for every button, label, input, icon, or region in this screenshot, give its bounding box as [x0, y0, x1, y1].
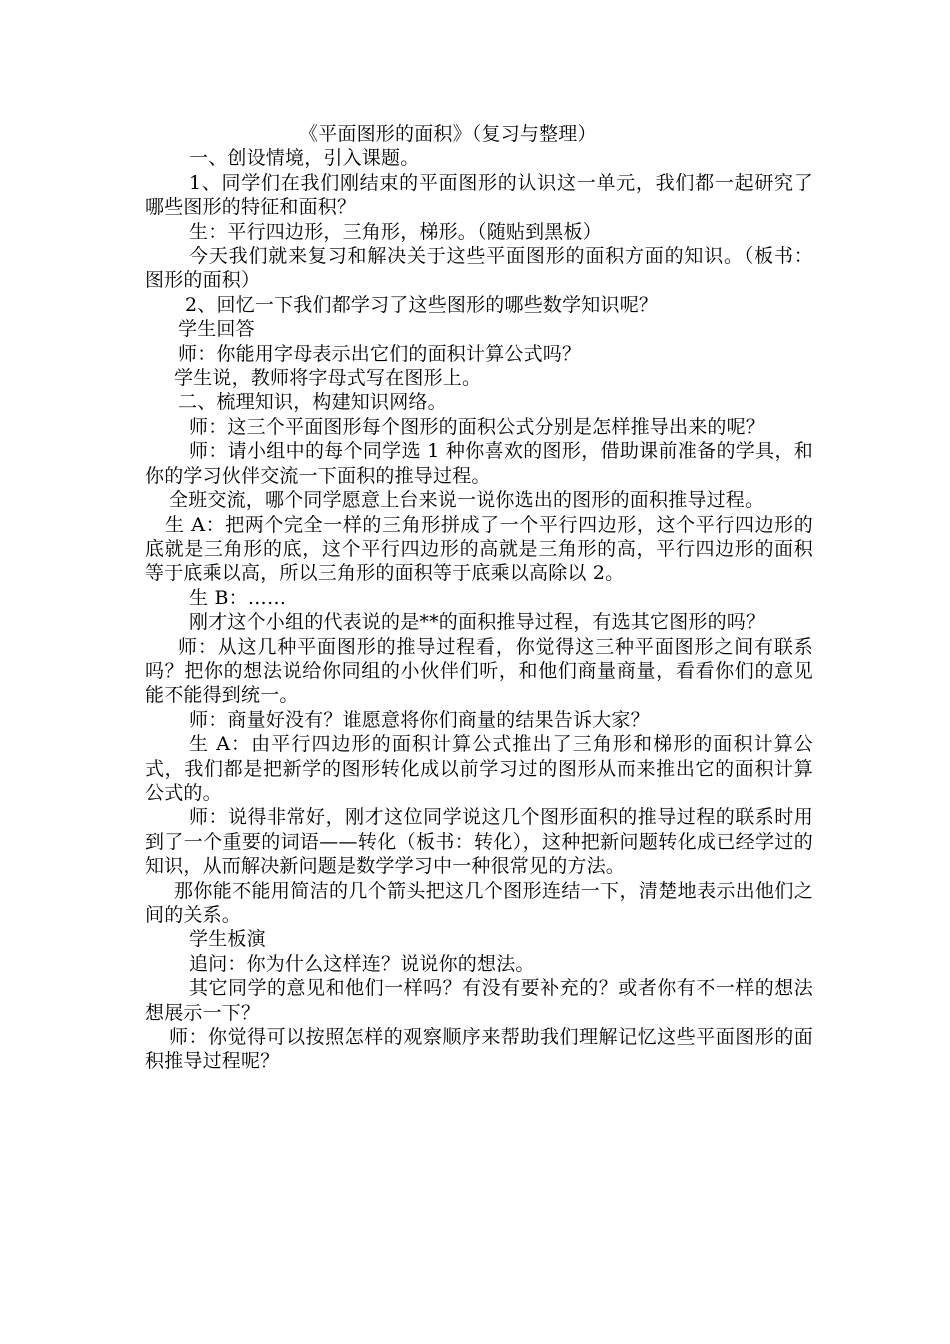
paragraph: 师：这三个平面图形每个图形的面积公式分别是怎样推导出来的呢？ [189, 415, 766, 438]
document-title: 《平面图形的面积》（复习与整理） [299, 123, 597, 145]
paragraph: 生 A：把两个完全一样的三角形拼成了一个平行四边形，这个平行四边形的底就是三角形的底，这个平行四边形的高就是三角形的高，平行四边形的面积等于底乘以高，所以三角形的面积等于底乘以高除以 2。 [145, 513, 813, 585]
paragraph: 那你能不能用简洁的几个箭头把这几个图形连结一下，清楚地表示出他们之间的关系。 [145, 879, 813, 926]
paragraph: 全班交流，哪个同学愿意上台来说一说你选出的图形的面积推导过程。 [169, 489, 765, 512]
paragraph: 学生回答 [178, 318, 255, 341]
section-heading-1: 一、创设情境，引入课题。 [189, 147, 420, 170]
paragraph: 生 B：…… [189, 586, 287, 609]
paragraph: 刚才这个小组的代表说的是**的面积推导过程，有选其它图形的吗？ [189, 611, 766, 634]
paragraph: 今天我们就来复习和解决关于这些平面图形的面积方面的知识。（板书：图形的面积） [145, 245, 813, 292]
paragraph: 生：平行四边形，三角形，梯形。（随贴到黑板） [189, 220, 602, 243]
section-heading-2: 二、梳理知识，构建知识网络。 [178, 391, 447, 414]
paragraph: 1、同学们在我们刚结束的平面图形的认识这一单元，我们都一起研究了哪些图形的特征和面积？ [145, 171, 813, 219]
paragraph: 师：商量好没有？谁愿意将你们商量的结果告诉大家？ [189, 708, 650, 731]
paragraph: 2、回忆一下我们都学习了这些图形的哪些数学知识呢？ [185, 293, 659, 316]
paragraph: 追问：你为什么这样连？说说你的想法。 [189, 952, 535, 975]
paragraph: 师：请小组中的每个同学选 1 种你喜欢的图形，借助课前准备的学具，和你的学习伙伴交流一下面积的推导过程。 [145, 440, 813, 487]
paragraph: 学生板演 [189, 928, 266, 951]
paragraph: 师：从这几种平面图形的推导过程看，你觉得这三种平面图形之间有联系吗？把你的想法说给你同组的小伙伴们听，和他们商量商量，看看你们的意见能不能得到统一。 [145, 635, 813, 707]
paragraph: 学生说，教师将字母式写在图形上。 [174, 367, 482, 390]
paragraph: 师：你觉得可以按照怎样的观察顺序来帮助我们理解记忆这些平面图形的面积推导过程呢？ [145, 1026, 813, 1073]
paragraph: 生 A：由平行四边形的面积计算公式推出了三角形和梯形的面积计算公式，我们都是把新学的图形转化成以前学习过的图形从而来推出它的面积计算公式的。 [145, 733, 813, 804]
paragraph: 其它同学的意见和他们一样吗？有没有要补充的？或者你有不一样的想法想展示一下？ [145, 977, 813, 1024]
document-body [145, 122, 813, 1074]
paragraph: 师：说得非常好，刚才这位同学说这几个图形面积的推导过程的联系时用到了一个重要的词语——转化（板书：转化），这种把新问题转化成已经学过的知识，从而解决新问题是数学学习中一种很常见的方法。 [145, 806, 813, 878]
paragraph: 师：你能用字母表示出它们的面积计算公式吗？ [178, 342, 582, 365]
